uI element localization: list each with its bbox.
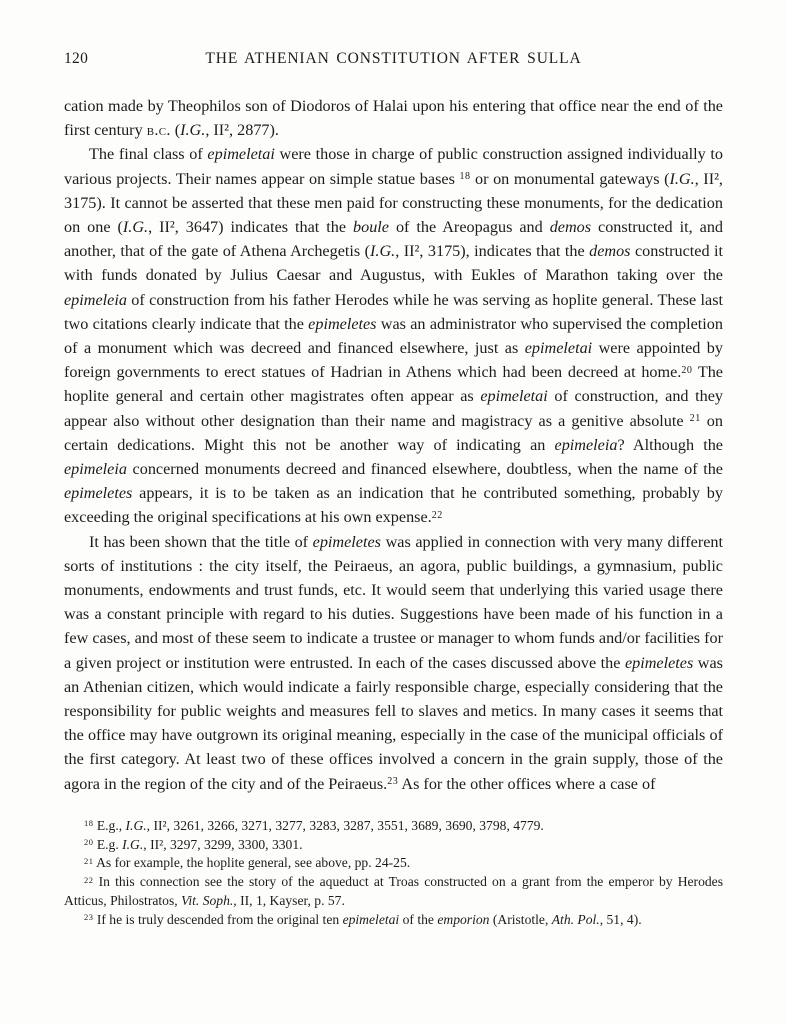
italic-text: Vit. Soph. xyxy=(181,893,234,909)
paragraph-continuation: cation made by Theophilos son of Diodoros of Halai upon his entering that office near the end of the first century b.c. (I.G., II², 2877). xyxy=(64,97,723,140)
footnote-18: $^{18}$ E.g., I.G., II², 3261, 3266, 3271, 3277, 3283, 3287, 3551, 3689, 3690, 3798, 4779. xyxy=(84,817,544,833)
footnote-marker: 18 xyxy=(459,171,471,183)
italic-text: emporion xyxy=(437,911,490,927)
italic-text: Ath. Pol. xyxy=(551,911,600,927)
paragraph-final-class: The final class of epimeletai were those in charge of public construction assigned individually to various projects. Their names appear on simple statue bases $^{18}$ or on monumental gateways (I.G., II², 3175). It cannot be asserted that these men paid for constructing these monuments, for the dedication on one (I.G., II², 3647) indicates that the boule of the Areopagus and demos constructed it, and another, that of the gate of Athena Archegetis (I.G., II², 3175), indicates that the demos constructed it with funds donated by Julius Caesar and Augustus, with Eukles of Marathon taking over the epimeleia of construction from his father Herodes while he was serving as hoplite general. These last two citations clearly indicate that the epimeletes was an administrator who supervised the completion of a monument which was decreed and financed elsewhere, just as epimeletai were appointed by foreign governments to erect statues of Hadrian in Athens which had been decreed at home.$^{20}$ The hoplite general and certain other magistrates often appear as epimeletai of construction, and they appear also without other designation than their name and magistracy as a genitive absolute $^{21}$ on certain dedications. Might this not be another way of indicating an epimeleia? Although the epimeleia concerned monuments decreed and financed elsewhere, doubtless, when the name of the epimeletes appears, it is to be taken as an indication that he contributed something, probably by exceeding the original specifications at his own expense.$^{22}$ xyxy=(64,145,724,527)
running-head xyxy=(64,50,723,72)
italic-text: epimeleia xyxy=(64,290,127,309)
paragraph-title-usage: It has been shown that the title of epimeletes was applied in connection with very many different sorts of institutions : the city itself, the Peiraeus, an agora, public buildings, a gymnasium, public monuments, endowments and trust funds, etc. It would seem that underlying this varied usage there was a constant principle with regard to his duties. Suggestions have been made of his function in a few cases, and most of these seem to indicate a trustee or manager to whom funds and/or facilities for a given project or institution were entrusted. In each of the cases discussed above the epimeletes was an Athenian citizen, which would indicate a fairly responsible charge, especially considering that the responsibility for public weights and measures fell to slaves and metics. In many cases it seems that the office may have outgrown its original meaning, especially in the case of the municipal officials of the first category. At least two of these offices involved a concern in the grain supply, those of the agora in the region of the city and of the Peiraeus.$^{23}$ As for the other offices where a case of xyxy=(64,532,723,793)
italic-text: I.G. xyxy=(122,218,149,237)
italic-text: I.G. xyxy=(125,817,147,833)
italic-text: I.G. xyxy=(669,169,695,188)
footnote-marker: 23 xyxy=(84,912,94,923)
footnote-marker: 20 xyxy=(681,364,693,376)
small-caps-text: b.c. xyxy=(146,121,171,140)
italic-text: epimeletai xyxy=(524,339,593,358)
footnote-marker: 18 xyxy=(84,818,94,829)
footnote-marker: 22 xyxy=(84,874,94,885)
italic-text: epimeletai xyxy=(207,145,275,164)
running-title: THE ATHENIAN CONSTITUTION AFTER SULLA xyxy=(205,50,582,67)
italic-text: epimeletai xyxy=(480,387,548,406)
italic-text: epimeletai xyxy=(342,911,400,927)
body-text xyxy=(64,94,723,796)
footnote-22: $^{22}$ In this connection see the story of the aqueduct at Troas constructed on a grant from the emperor by Herodes Atticus, Philostratos, Vit. Soph., II, 1, Kayser, p. 57. xyxy=(64,874,723,909)
italic-text: I.G. xyxy=(180,121,206,140)
italic-text: epimeleia xyxy=(554,435,618,454)
footnote-marker: 21 xyxy=(84,855,94,866)
footnote-marker: 22 xyxy=(431,509,443,521)
italic-text: I.G. xyxy=(370,242,396,261)
italic-text: I.G. xyxy=(122,836,144,852)
italic-text: epimeletes xyxy=(64,484,133,503)
italic-text: boule xyxy=(353,218,389,237)
italic-text: epimeletes xyxy=(624,653,694,672)
footnotes-block xyxy=(64,817,723,930)
italic-text: demos xyxy=(549,218,592,237)
footnote-21: $^{21}$ As for example, the hoplite general, see above, pp. 24-25. xyxy=(84,855,411,871)
footnote-marker: 21 xyxy=(689,413,701,425)
italic-text: epimeletes xyxy=(308,314,377,333)
footnote-20: $^{20}$ E.g. I.G., II², 3297, 3299, 3300, 3301. xyxy=(84,836,303,852)
italic-text: epimeleia xyxy=(64,460,127,479)
page-number: 120 xyxy=(64,50,89,67)
italic-text: demos xyxy=(589,242,631,261)
footnote-marker: 20 xyxy=(84,836,94,847)
footnote-marker: 23 xyxy=(387,776,399,788)
italic-text: epimeletes xyxy=(312,532,381,551)
footnote-23: $^{23}$ If he is truly descended from the original ten epimeletai of the emporion (Aristotle, Ath. Pol., 51, 4). xyxy=(84,911,642,927)
